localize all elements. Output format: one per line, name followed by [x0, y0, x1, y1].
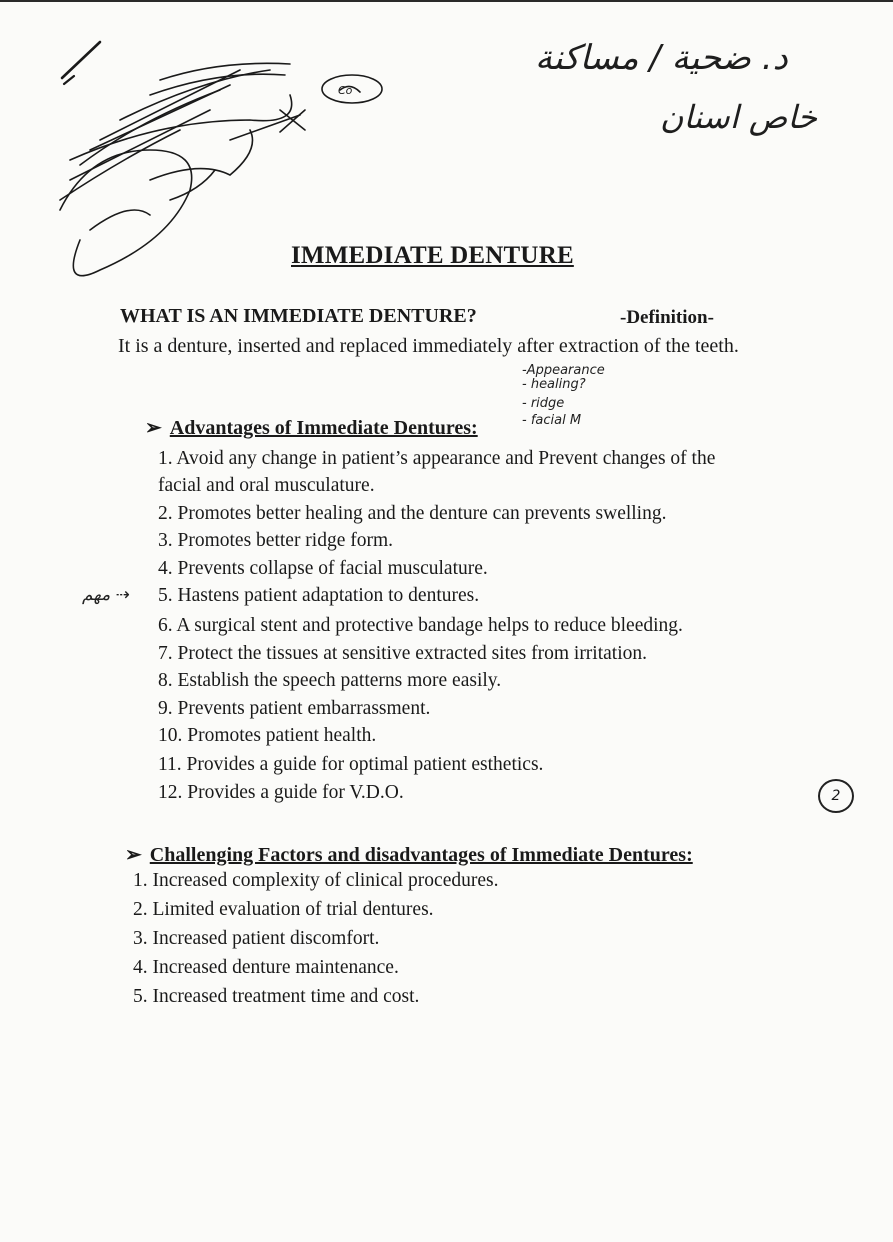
list-item: 9. Prevents patient embarrassment.: [158, 698, 431, 719]
list-item: 7. Protect the tissues at sensitive extracted sites from irritation.: [158, 643, 648, 664]
page-title: IMMEDIATE DENTURE: [291, 242, 574, 269]
list-item: 5. Hastens patient adaptation to dentures.: [158, 585, 480, 606]
advantages-heading-text: Advantages of Immediate Dentures:: [169, 417, 478, 439]
disadvantages-heading: [125, 842, 693, 867]
definition-tag: -Definition-: [620, 307, 714, 328]
list-item: 4. Prevents collapse of facial musculature.: [158, 558, 488, 579]
handwritten-note: - facial M: [522, 413, 582, 428]
list-item: 3. Increased patient discomfort.: [133, 928, 380, 949]
definition-text: It is a denture, inserted and replaced immediately after extraction of the teeth.: [118, 335, 739, 357]
list-item: 10. Promotes patient health.: [158, 725, 377, 746]
list-item: 6. A surgical stent and protective bandage helps to reduce bleeding.: [158, 615, 683, 636]
list-item: 4. Increased denture maintenance.: [133, 957, 399, 978]
list-item: 11. Provides a guide for optimal patient esthetics.: [158, 754, 544, 775]
list-item: 1. Avoid any change in patient’s appearance and Prevent changes of the facial and oral musculature.: [158, 448, 716, 496]
list-item: 2. Limited evaluation of trial dentures.: [133, 899, 434, 920]
list-item: 5. Increased treatment time and cost.: [133, 986, 420, 1007]
arrowhead-icon: ➢: [125, 844, 142, 866]
list-item: 3. Promotes better ridge form.: [158, 530, 394, 551]
advantages-heading: [145, 415, 478, 440]
handwritten-arabic-name: د. ضحية / مساكنة: [535, 38, 788, 78]
handwritten-note: - ridge: [522, 396, 565, 411]
handwritten-note: - healing?: [522, 377, 586, 392]
arrowhead-icon: ➢: [145, 417, 162, 439]
list-item: 2. Promotes better healing and the denture can prevents swelling.: [158, 503, 667, 524]
list-item: 8. Establish the speech patterns more easily.: [158, 670, 502, 691]
handwritten-page-circle: 2: [818, 779, 854, 813]
list-item: 12. Provides a guide for V.D.O.: [158, 782, 404, 803]
list-item: 1. Increased complexity of clinical procedures.: [133, 870, 499, 891]
handwritten-circle-text: Co: [338, 84, 353, 97]
handwritten-arabic-subtitle: خاص اسنان: [660, 98, 817, 136]
disadvantages-heading-text: Challenging Factors and disadvantages of Immediate Dentures:: [149, 844, 693, 866]
handwritten-side-note: مهم ⇢: [82, 585, 130, 605]
handwritten-note: -Appearance: [522, 363, 605, 378]
section-question: WHAT IS AN IMMEDIATE DENTURE?: [120, 305, 477, 327]
